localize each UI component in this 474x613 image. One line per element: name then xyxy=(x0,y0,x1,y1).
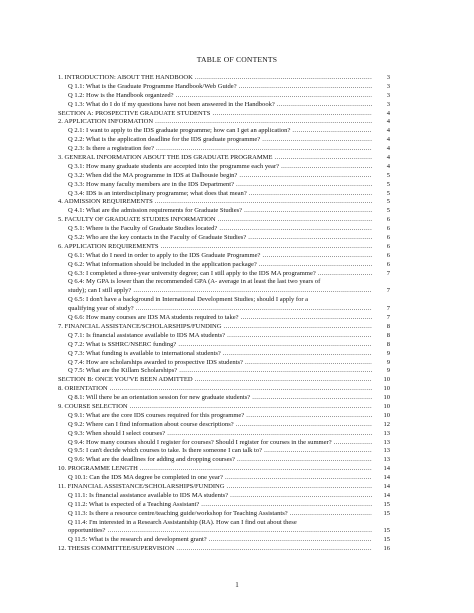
toc-entry-text: Q 2.1: I want to apply to the IDS graduate programme; how can I get an application? ..... xyxy=(58,127,372,136)
toc-entry-page: 4 xyxy=(374,136,390,145)
toc-entry-page: 6 xyxy=(374,216,390,225)
toc-entry-text: Q 6.6: How many courses are IDS MA students required to take? ..... xyxy=(58,314,372,323)
toc-entry-page: 15 xyxy=(374,536,390,545)
toc-question-row xyxy=(58,350,390,359)
toc-entry-page: 10 xyxy=(374,412,390,421)
toc-entry-page: 5 xyxy=(374,172,390,181)
toc-entry-text: SECTION B: ONCE YOU'VE BEEN ADMITTED ..... xyxy=(58,376,372,385)
toc-entry-page: 3 xyxy=(374,92,390,101)
toc-entry-page: 14 xyxy=(374,465,390,474)
toc-entry-page: 13 xyxy=(374,430,390,439)
toc-section-row xyxy=(58,323,390,332)
toc-section-row xyxy=(58,545,390,554)
toc-entry-text: Q 5.2: Who are the key contacts in the Faculty of Graduate Studies? ..... xyxy=(58,234,372,243)
toc-entry-text: Q 11.3: Is there a resource centre/teaching guide/workshop for Teaching Assistants? ..... xyxy=(58,510,372,519)
toc-entry-text: SECTION A: PROSPECTIVE GRADUATE STUDENTS ..... xyxy=(58,110,372,119)
toc-entry-text: Q 2.3: Is there a registration fee? ..... xyxy=(58,145,372,154)
toc-entry-page: 6 xyxy=(374,234,390,243)
toc-entry-text: Q 9.3: When should I select courses? ..... xyxy=(58,430,372,439)
toc-entry-text: Q 6.4: My GPA is lower than the recommended GPA (A- average in at least the last two years of xyxy=(68,278,321,286)
toc-entry-page: 14 xyxy=(374,474,390,483)
toc-entry-page: 14 xyxy=(374,492,390,501)
toc-section-row xyxy=(58,403,390,412)
toc-entry-text: 10. PROGRAMME LENGTH ..... xyxy=(58,465,372,474)
toc-question-row xyxy=(58,536,390,545)
toc-entry-text: Q 1.2: How is the Handbook organized? ..... xyxy=(58,92,372,101)
toc-entry-text: 11. FINANCIAL ASSISTANCE/SCHOLARSHIPS/FUNDING ..... xyxy=(58,483,372,492)
toc-section-row xyxy=(58,465,390,474)
toc-entry-text: Q 1.3: What do I do if my questions have not been answered in the Handbook? ..... xyxy=(58,101,372,110)
toc-question-row xyxy=(58,181,390,190)
toc-entry-page: 3 xyxy=(374,74,390,83)
toc-entry-page: 9 xyxy=(374,350,390,359)
toc-question-row xyxy=(58,83,390,92)
toc-entry-text: 2. APPLICATION INFORMATION ..... xyxy=(58,118,372,127)
toc-entry-text: 6. APPLICATION REQUIREMENTS ..... xyxy=(58,243,372,252)
toc-entry-page: 13 xyxy=(374,439,390,448)
toc-entry-text: 12. THESIS COMMITTEE/SUPERVISION ..... xyxy=(58,545,372,554)
toc-entry-page: 10 xyxy=(374,394,390,403)
toc-entry-text: Q 11.4: I'm interested in a Research Assistantship (RA). How can I find out about these xyxy=(68,518,297,526)
toc-entry-text: qualifying year of study? ..... xyxy=(58,305,372,314)
toc-entry-text: Q 9.1: What are the core IDS courses required for this programme? ..... xyxy=(58,412,372,421)
toc-question-row xyxy=(58,225,390,234)
toc-entry-page: 15 xyxy=(374,501,390,510)
toc-entry-page: 15 xyxy=(374,527,390,536)
toc-question-row xyxy=(58,163,390,172)
toc-entry-page: 7 xyxy=(374,270,390,279)
toc-entry-page: 5 xyxy=(374,198,390,207)
toc-entry-page: 8 xyxy=(374,332,390,341)
toc-entry-page: 13 xyxy=(374,447,390,456)
toc-entry-text: Q 6.5: I don't have a background in International Development Studies; should I apply for a xyxy=(68,296,309,304)
toc-entry-text: 3. GENERAL INFORMATION ABOUT THE IDS GRADUATE PROGRAMME ..... xyxy=(58,154,372,163)
toc-entry-text: Q 5.1: Where is the Faculty of Graduate Studies located? ..... xyxy=(58,225,372,234)
toc-entry-page: 10 xyxy=(374,385,390,394)
toc-entry-text: Q 11.5: What is the research and development grant? ..... xyxy=(58,536,372,545)
toc-question-row xyxy=(58,252,390,261)
toc-entry-text: Q 1.1: What is the Graduate Programme Handbook/Web Guide? ..... xyxy=(58,83,372,92)
toc-entry-page: 5 xyxy=(374,190,390,199)
toc-entry-text: study); can I still apply? ..... xyxy=(58,287,372,296)
toc-entry-text: Q 8.1: Will there be an orientation session for new graduate students? ..... xyxy=(58,394,372,403)
toc-question-row xyxy=(58,305,390,314)
toc-entry-text: 7. FINANCIAL ASSISTANCE/SCHOLARSHIPS/FUNDING ..... xyxy=(58,323,372,332)
toc-entry-text: Q 6.3: I completed a three-year university degree; can I still apply to the IDS MA programme? ..... xyxy=(58,270,372,279)
toc-entry-page: 4 xyxy=(374,163,390,172)
toc-question-row xyxy=(58,456,390,465)
toc-entry-text: opportunities? ..... xyxy=(58,527,372,536)
toc-entry-page: 10 xyxy=(374,403,390,412)
toc-entry-page: 7 xyxy=(374,305,390,314)
toc-entry-text: Q 11.2: What is expected of a Teaching Assistant? ..... xyxy=(58,501,372,510)
toc-entry-page: 7 xyxy=(374,287,390,296)
toc-question-row xyxy=(58,341,390,350)
toc-entry-page: 7 xyxy=(374,314,390,323)
toc-section-row xyxy=(58,385,390,394)
toc-entry-text: Q 9.2: Where can I find information about course descriptions? ..... xyxy=(58,421,372,430)
toc-entry-text: Q 10.1: Can the IDS MA degree be completed in one year? ..... xyxy=(58,474,372,483)
toc-section-row xyxy=(58,216,390,225)
toc-entry-text: 1. INTRODUCTION: ABOUT THE HANDBOOK ..... xyxy=(58,74,372,83)
toc-entry-text: Q 2.2: What is the application deadline for the IDS graduate programme? ..... xyxy=(58,136,372,145)
toc-entry-page: 8 xyxy=(374,341,390,350)
toc-question-row xyxy=(58,447,390,456)
toc-entry-page: 9 xyxy=(374,359,390,368)
toc-entry-page: 16 xyxy=(374,545,390,554)
toc-question-row xyxy=(58,367,390,376)
toc-entry-page: 14 xyxy=(374,483,390,492)
toc-entry-text: Q 7.3: What funding is available to international students? ..... xyxy=(58,350,372,359)
toc-entry-text: Q 6.2: What information should be included in the application package? ..... xyxy=(58,261,372,270)
toc-entry-page: 12 xyxy=(374,421,390,430)
toc-entry-page: 8 xyxy=(374,323,390,332)
toc-question-row xyxy=(58,92,390,101)
toc-question-row xyxy=(58,136,390,145)
toc-section-row xyxy=(58,198,390,207)
toc-question-row xyxy=(58,474,390,483)
toc-question-row xyxy=(58,270,390,279)
toc-section-row xyxy=(58,110,390,119)
toc-question-row xyxy=(58,296,390,305)
toc-entry-text: 5. FACULTY OF GRADUATE STUDIES INFORMATION ..... xyxy=(58,216,372,225)
toc-entry-page: 3 xyxy=(374,101,390,110)
toc-section-row xyxy=(58,376,390,385)
toc-entry-text: Q 11.1: Is financial assistance available to IDS MA students? ..... xyxy=(58,492,372,501)
toc-question-row xyxy=(58,501,390,510)
toc-entry-page: 9 xyxy=(374,367,390,376)
toc-question-row xyxy=(58,127,390,136)
toc-question-row xyxy=(58,287,390,296)
toc-question-row xyxy=(58,519,390,528)
toc-question-row xyxy=(58,527,390,536)
toc-entry-text: Q 4.1: What are the admission requirements for Graduate Studies? ..... xyxy=(58,207,372,216)
toc-entry-page: 10 xyxy=(374,376,390,385)
toc-entry-text: Q 3.4: IDS is an interdisciplinary programme; what does that mean? ..... xyxy=(58,190,372,199)
toc-entry-text: 8. ORIENTATION ..... xyxy=(58,385,372,394)
toc-entry-page: 4 xyxy=(374,118,390,127)
toc-entry-page: 6 xyxy=(374,261,390,270)
toc-entry-page: 13 xyxy=(374,456,390,465)
page-number: 1 xyxy=(235,581,239,589)
toc-list xyxy=(58,74,390,554)
toc-question-row xyxy=(58,492,390,501)
toc-section-row xyxy=(58,118,390,127)
toc-question-row xyxy=(58,145,390,154)
toc-question-row xyxy=(58,101,390,110)
toc-entry-page: 3 xyxy=(374,83,390,92)
toc-question-row xyxy=(58,421,390,430)
toc-question-row xyxy=(58,234,390,243)
toc-entry-text: 4. ADMISSION REQUIREMENTS ..... xyxy=(58,198,372,207)
toc-entry-page: 15 xyxy=(374,510,390,519)
toc-section-row xyxy=(58,243,390,252)
toc-entry-text: Q 9.5: I can't decide which courses to take. Is there someone I can talk to? ..... xyxy=(58,447,372,456)
toc-entry-page: 6 xyxy=(374,252,390,261)
toc-entry-text: 9. COURSE SELECTION ..... xyxy=(58,403,372,412)
toc-entry-text: Q 7.5: What are the Killam Scholarships? ..... xyxy=(58,367,372,376)
toc-section-row xyxy=(58,154,390,163)
toc-entry-page: 4 xyxy=(374,110,390,119)
toc-question-row xyxy=(58,359,390,368)
toc-entry-page: 4 xyxy=(374,127,390,136)
toc-question-row xyxy=(58,314,390,323)
toc-question-row xyxy=(58,261,390,270)
toc-entry-page: 4 xyxy=(374,145,390,154)
toc-entry-text: Q 7.1: Is financial assistance available to IDS MA students? ..... xyxy=(58,332,372,341)
toc-entry-text: Q 9.4: How many courses should I register for courses? Should I register for courses in the summer? ..... xyxy=(58,439,372,448)
toc-entry-text: Q 7.4: How are scholarships awarded to prospective IDS students? ..... xyxy=(58,359,372,368)
toc-entry-text: Q 3.2: When did the MA programme in IDS at Dalhousie begin? ..... xyxy=(58,172,372,181)
toc-entry-page: 5 xyxy=(374,207,390,216)
toc-entry-page: 5 xyxy=(374,181,390,190)
toc-question-row xyxy=(58,278,390,287)
toc-entry-text: Q 7.2: What is SSHRC/NSERC funding? ..... xyxy=(58,341,372,350)
toc-section-row xyxy=(58,483,390,492)
toc-entry-text: Q 3.1: How many graduate students are accepted into the programme each year? ..... xyxy=(58,163,372,172)
toc-question-row xyxy=(58,412,390,421)
toc-entry-page: 6 xyxy=(374,243,390,252)
toc-question-row xyxy=(58,207,390,216)
toc-question-row xyxy=(58,172,390,181)
toc-entry-page: 6 xyxy=(374,225,390,234)
toc-entry-text: Q 9.6: What are the deadlines for adding and dropping courses? ..... xyxy=(58,456,372,465)
toc-entry-page: 4 xyxy=(374,154,390,163)
toc-question-row xyxy=(58,190,390,199)
toc-entry-text: Q 3.3: How many faculty members are in the IDS Department? ..... xyxy=(58,181,372,190)
toc-section-row xyxy=(58,74,390,83)
toc-entry-text: Q 6.1: What do I need in order to apply to the IDS Graduate Programme? ..... xyxy=(58,252,372,261)
toc-question-row xyxy=(58,394,390,403)
toc-question-row xyxy=(58,430,390,439)
toc-title: TABLE OF CONTENTS xyxy=(196,55,278,64)
toc-question-row xyxy=(58,510,390,519)
toc-question-row xyxy=(58,332,390,341)
toc-question-row xyxy=(58,439,390,448)
